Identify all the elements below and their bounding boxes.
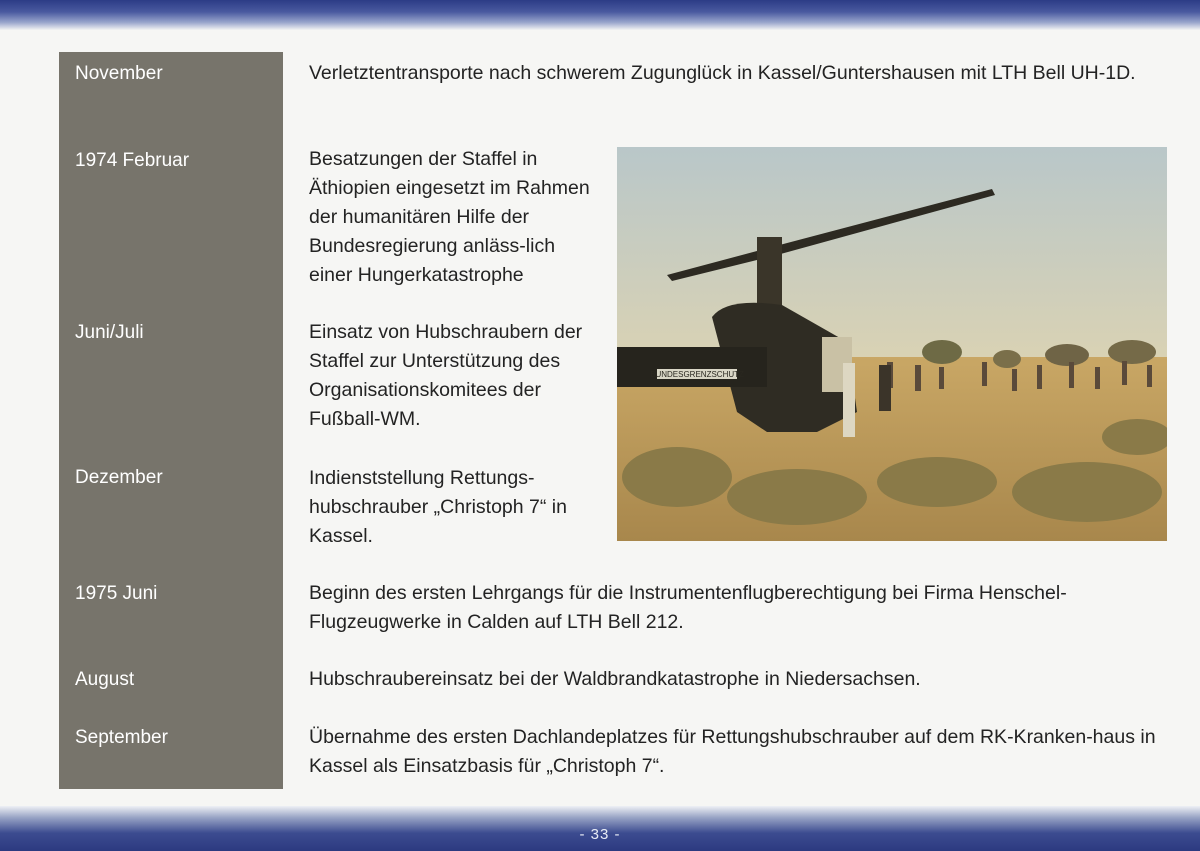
entry-text: Beginn des ersten Lehrgangs für die Instrumentenflugberechtigung bei Firma Henschel-Flugzeugwerke in Calden auf LTH Bell 212. (309, 582, 1067, 633)
entry-text: Verletztentransporte nach schwerem Zugunglück in Kassel/Guntershausen mit LTH Bell UH-1D. (309, 62, 1136, 84)
entry-text: Indienststellung Rettungs-hubschrauber „Christoph 7“ in Kassel. (309, 467, 567, 547)
entry-text: Übernahme des ersten Dachlandeplatzes für Rettungshubschrauber auf dem RK-Kranken-haus in Kassel als Einsatzbasis für „Christoph 7“. (309, 726, 1156, 777)
entry-date: Juni/Juli (75, 322, 144, 343)
tail-marking-text: BUNDESGRENZSCHUTZ (650, 370, 744, 379)
entry-text: Besatzungen der Staffel in Äthiopien eingesetzt im Rahmen der humanitären Hilfe der Bundesregierung anläss-lich einer Hungerkatastrophe (309, 148, 590, 286)
page-number: - 33 - (579, 826, 621, 843)
helicopter-photo (617, 147, 1167, 541)
top-decorative-band (0, 0, 1200, 30)
entry-text: Hubschraubereinsatz bei der Waldbrandkatastrophe in Niedersachsen. (309, 668, 921, 690)
entry-text: Einsatz von Hubschraubern der Staffel zur Unterstützung des Organisationskomitees der Fußball-WM. (309, 321, 583, 430)
entry-date: 1975 Juni (75, 583, 158, 604)
entry-date: September (75, 727, 168, 748)
entry-date: November (75, 63, 163, 84)
date-column (59, 52, 283, 789)
helicopter-photo-illustration (617, 147, 1167, 541)
entry-date: 1974 Februar (75, 150, 190, 171)
entry-date: Dezember (75, 467, 163, 488)
entry-date: August (75, 669, 135, 690)
